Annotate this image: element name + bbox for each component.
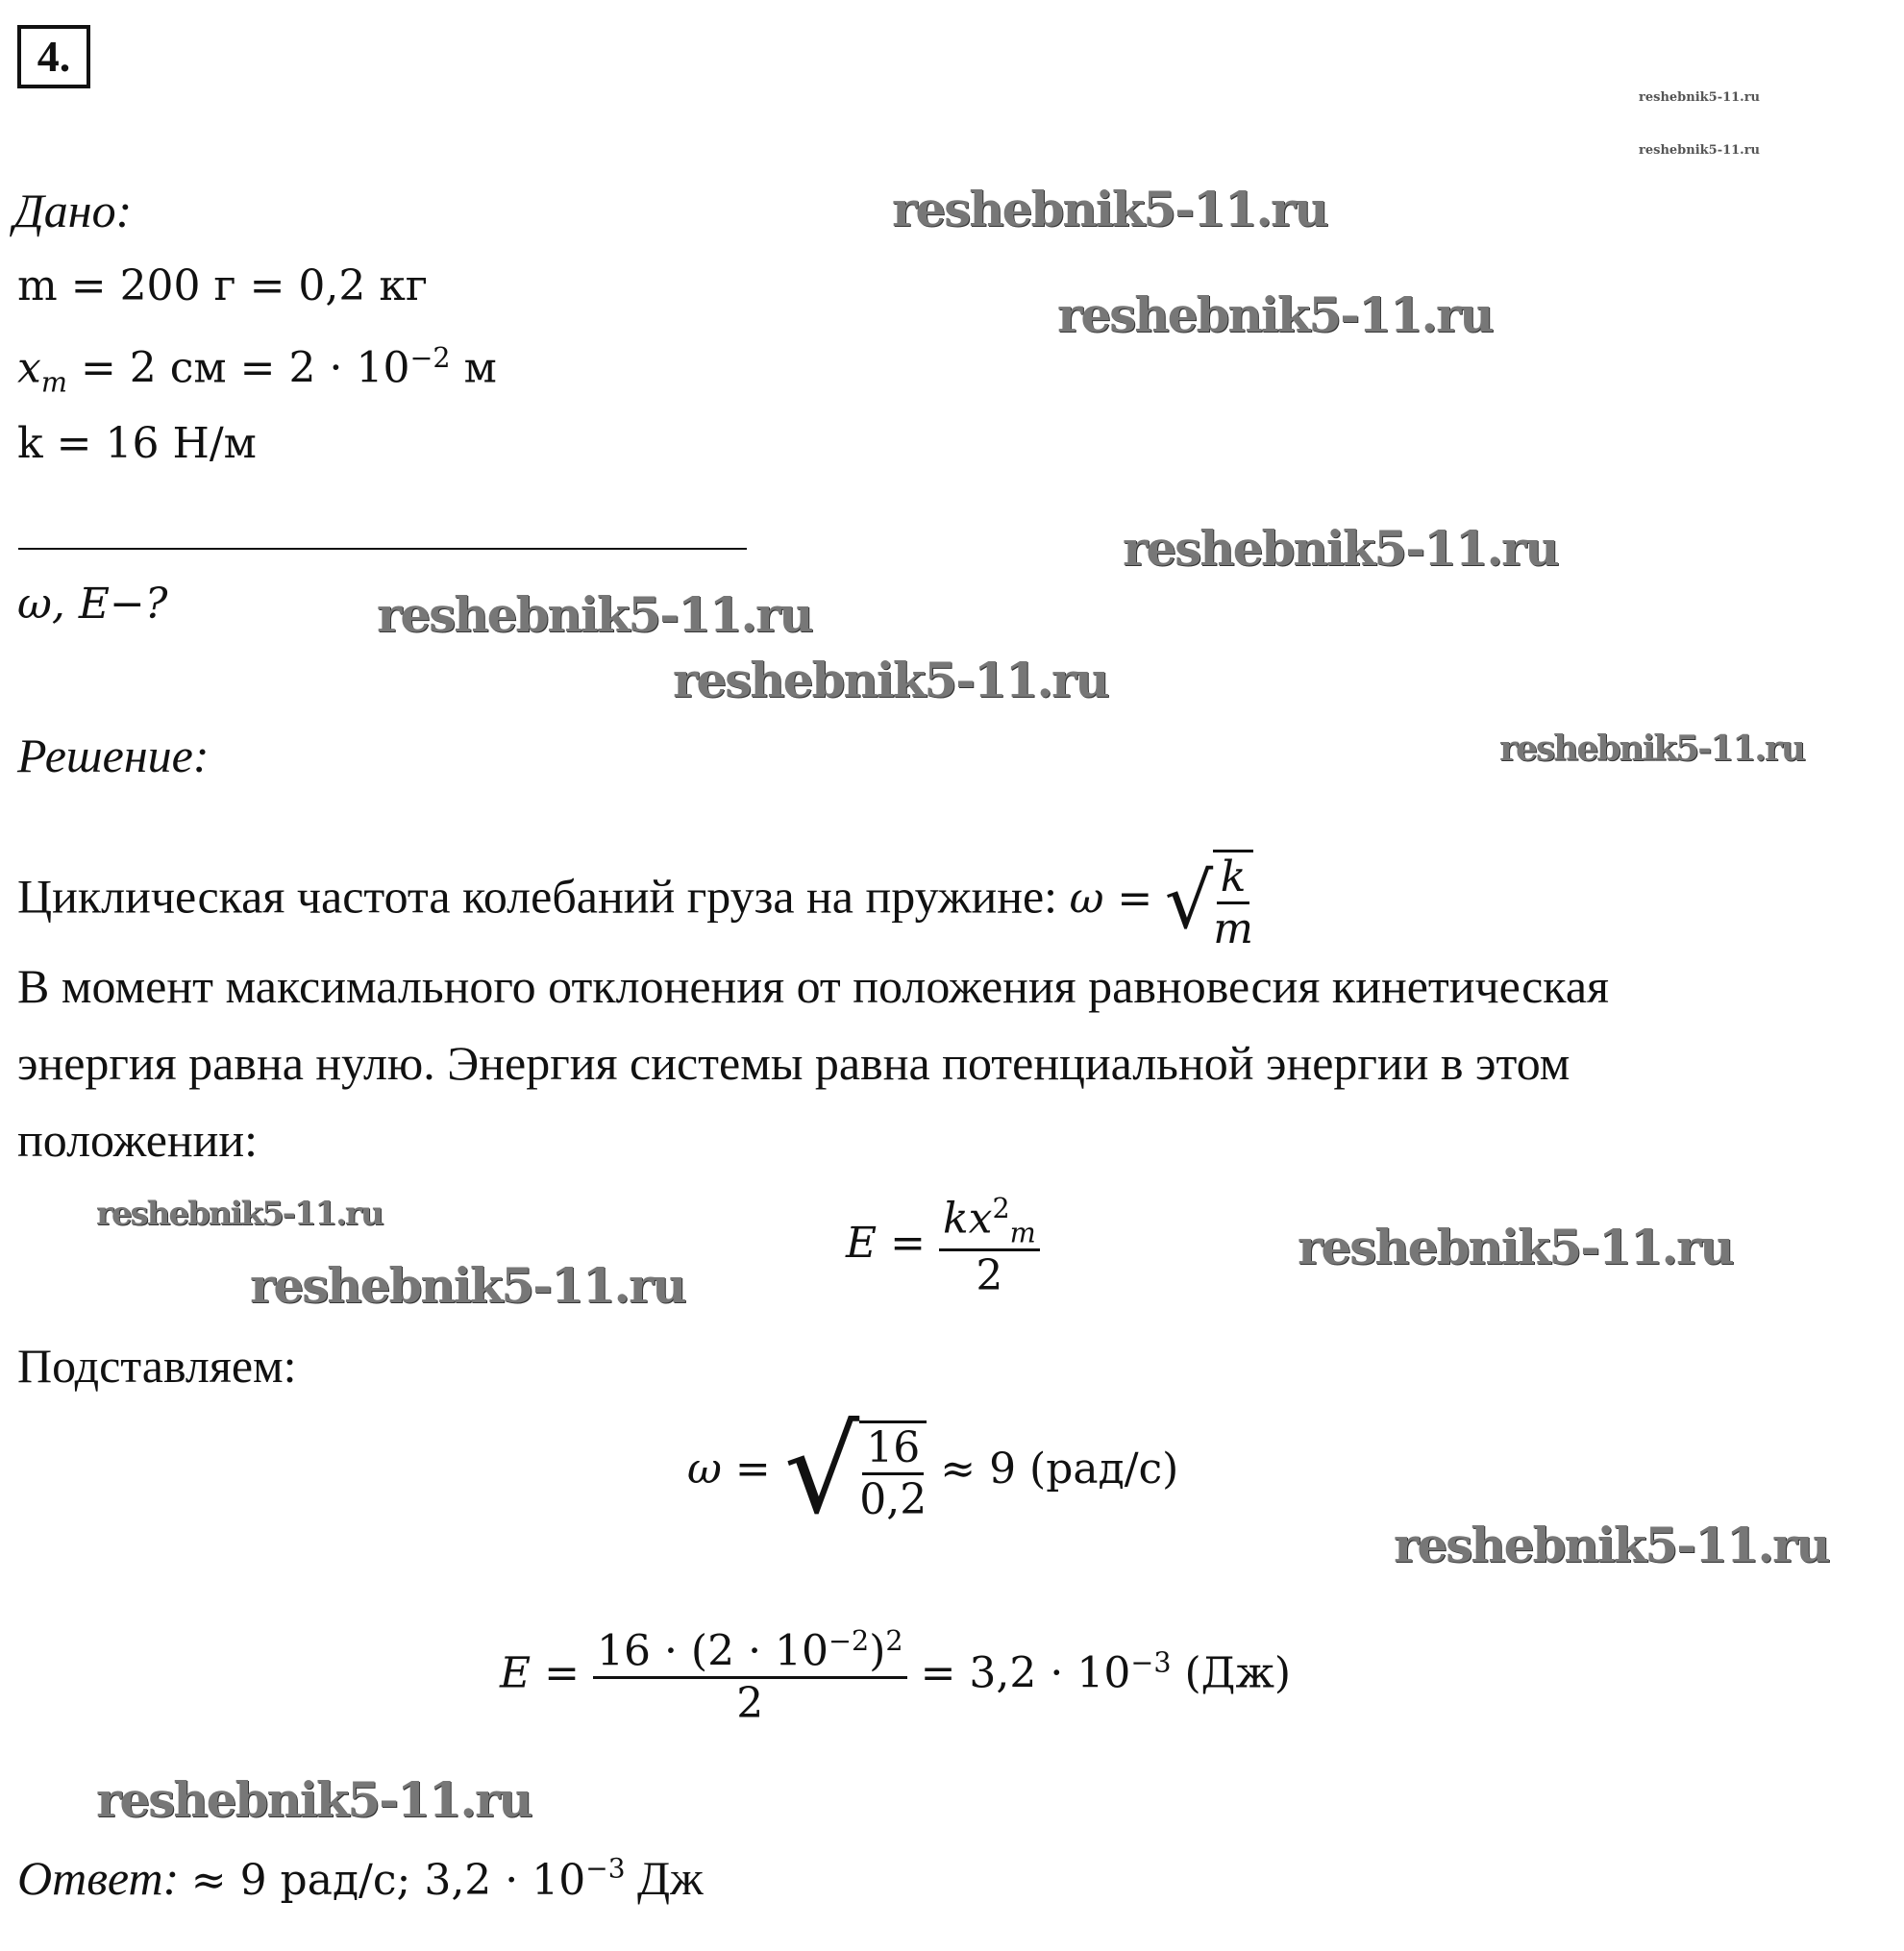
para-line-2: энергия равна нулю. Энергия системы равна потенциальной энергии в этом bbox=[17, 1036, 1570, 1090]
amp-unit: м bbox=[450, 343, 497, 393]
energy-formula bbox=[846, 1192, 1040, 1300]
line1-text: Циклическая частота колебаний груза на пружине: bbox=[17, 869, 1058, 924]
E-eq: E = bbox=[846, 1219, 926, 1269]
kx: kx bbox=[942, 1194, 993, 1244]
amp-exp: −2 bbox=[409, 341, 451, 374]
e-result-exp: −3 bbox=[1130, 1645, 1172, 1679]
energy-fraction bbox=[939, 1192, 1040, 1300]
watermark: reshebnik5-11.ru bbox=[1639, 90, 1761, 105]
sqrt bbox=[783, 1403, 927, 1541]
amp-text: = 2 см = 2 · 10 bbox=[80, 343, 410, 393]
watermark: reshebnik5-11.ru bbox=[96, 1195, 383, 1233]
omega-result: ≈ 9 (рад/с) bbox=[940, 1445, 1179, 1494]
watermark: reshebnik5-11.ru bbox=[673, 652, 1108, 708]
k: k bbox=[1217, 852, 1250, 904]
omega-eq: ω = bbox=[1069, 874, 1153, 924]
solution-label: Решение: bbox=[17, 729, 210, 782]
energy-calc bbox=[500, 1624, 1291, 1728]
watermark: reshebnik5-11.ru bbox=[96, 1771, 532, 1828]
answer-label: Ответ: bbox=[17, 1851, 180, 1905]
k-over-m bbox=[1213, 850, 1253, 953]
watermark: reshebnik5-11.ru bbox=[1394, 1517, 1829, 1573]
answer-unit: Дж bbox=[625, 1851, 704, 1905]
given-mass bbox=[17, 261, 428, 310]
radical-icon: √ bbox=[783, 1403, 860, 1541]
num-exp: −2 bbox=[828, 1624, 870, 1657]
watermark: reshebnik5-11.ru bbox=[1123, 520, 1558, 577]
x-sub: m bbox=[40, 365, 67, 399]
substitute-label: Подставляем: bbox=[17, 1339, 297, 1393]
line-omega bbox=[17, 850, 1253, 953]
den: 0,2 bbox=[859, 1474, 927, 1524]
num: 16 bbox=[862, 1423, 924, 1475]
e-result: = 3,2 · 10 bbox=[920, 1648, 1131, 1698]
watermark: reshebnik5-11.ru bbox=[250, 1257, 685, 1314]
answer bbox=[17, 1850, 704, 1906]
radical-icon: √ bbox=[1164, 856, 1214, 947]
watermark: reshebnik5-11.ru bbox=[377, 586, 812, 643]
omega-eq2: ω = bbox=[687, 1445, 771, 1494]
para-line-1: В момент максимального отклонения от положения равновесия кинетическая bbox=[17, 959, 1610, 1013]
answer-exp: −3 bbox=[585, 1852, 626, 1885]
watermark: reshebnik5-11.ru bbox=[1298, 1219, 1733, 1275]
num-a: 16 · (2 · 10 bbox=[596, 1626, 829, 1676]
frac bbox=[593, 1624, 907, 1728]
given-label: Дано: bbox=[13, 184, 133, 237]
den: 2 bbox=[736, 1678, 764, 1728]
e-unit: (Дж) bbox=[1184, 1648, 1292, 1698]
find: ω, E−? bbox=[17, 580, 168, 629]
sub-m: m bbox=[1009, 1216, 1036, 1249]
watermark: reshebnik5-11.ru bbox=[1057, 286, 1493, 343]
numerator bbox=[939, 1192, 1040, 1251]
divider bbox=[18, 548, 747, 550]
para-line-3: положении: bbox=[17, 1113, 259, 1167]
omega-calc bbox=[687, 1403, 1179, 1541]
watermark: reshebnik5-11.ru bbox=[892, 181, 1327, 237]
num-b: ) bbox=[869, 1626, 886, 1676]
mass-text: m = 200 г = 0,2 кг bbox=[17, 261, 428, 310]
given-amplitude bbox=[17, 341, 497, 398]
E-eq2: E = bbox=[500, 1648, 580, 1698]
watermark: reshebnik5-11.ru bbox=[1639, 143, 1761, 158]
problem-number: 4. bbox=[17, 25, 90, 88]
frac bbox=[859, 1420, 927, 1524]
m: m bbox=[1213, 904, 1253, 953]
sq: 2 bbox=[992, 1192, 1010, 1224]
given-k: k = 16 Н/м bbox=[17, 419, 257, 468]
watermark: reshebnik5-11.ru bbox=[1499, 729, 1804, 769]
denominator: 2 bbox=[976, 1251, 1003, 1301]
answer-text: ≈ 9 рад/с; 3,2 · 10 bbox=[190, 1856, 586, 1905]
sqrt-k-m bbox=[1165, 850, 1253, 953]
num bbox=[593, 1624, 907, 1679]
x-symbol: x bbox=[17, 343, 41, 393]
num-sq: 2 bbox=[885, 1624, 903, 1657]
